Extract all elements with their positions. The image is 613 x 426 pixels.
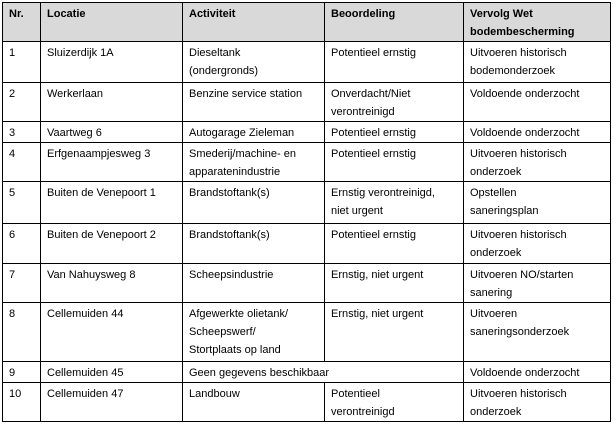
- cell-beoordeling: Potentieel verontreinigd: [325, 383, 464, 422]
- header-nr: Nr.: [3, 3, 41, 42]
- cell-nr: 9: [3, 362, 41, 383]
- cell-activiteit: Brandstoftank(s): [183, 224, 325, 264]
- cell-vervolg: Uitvoeren historisch bodemonderzoek: [464, 42, 611, 83]
- cell-vervolg: Uitvoeren historisch onderzoek: [464, 224, 611, 264]
- header-vervolg: Vervolg Wet bodembescherming: [464, 3, 611, 42]
- header-row: [3, 3, 611, 42]
- cell-beoordeling: Potentieel ernstig: [325, 42, 464, 83]
- cell-beoordeling: Potentieel ernstig: [325, 224, 464, 264]
- cell-vervolg: Uitvoeren historisch onderzoek: [464, 143, 611, 182]
- table-row: [3, 83, 611, 122]
- cell-nr: 3: [3, 122, 41, 143]
- table-row: [3, 143, 611, 182]
- cell-locatie: Werkerlaan: [41, 83, 183, 122]
- cell-activiteit: Landbouw: [183, 383, 325, 422]
- cell-beoordeling: Ernstig, niet urgent: [325, 303, 464, 362]
- cell-vervolg: Voldoende onderzocht: [464, 83, 611, 122]
- cell-nr: 1: [3, 42, 41, 83]
- header-beoordeling: Beoordeling: [325, 3, 464, 42]
- cell-beoordeling: Ernstig, niet urgent: [325, 264, 464, 303]
- cell-vervolg: Voldoende onderzocht: [464, 122, 611, 143]
- cell-vervolg: Uitvoeren historisch onderzoek: [464, 383, 611, 422]
- cell-nr: 4: [3, 143, 41, 182]
- cell-vervolg: Uitvoeren saneringsonderzoek: [464, 303, 611, 362]
- cell-nr: 6: [3, 224, 41, 264]
- cell-activiteit: Scheepsindustrie: [183, 264, 325, 303]
- cell-nr: 5: [3, 182, 41, 224]
- table-row: [3, 122, 611, 143]
- cell-activiteit: Benzine service station: [183, 83, 325, 122]
- cell-locatie: Cellemuiden 45: [41, 362, 183, 383]
- table-row: [3, 182, 611, 224]
- cell-nr: 8: [3, 303, 41, 362]
- header-activiteit: Activiteit: [183, 3, 325, 42]
- table-row: [3, 362, 611, 383]
- data-table: [2, 2, 611, 422]
- table-row: [3, 42, 611, 83]
- cell-activiteit: Smederij/machine- en apparatenindustrie: [183, 143, 325, 182]
- table-row: [3, 383, 611, 422]
- cell-activiteit: Brandstoftank(s): [183, 182, 325, 224]
- header-locatie: Locatie: [41, 3, 183, 42]
- table-row: [3, 224, 611, 264]
- cell-beoordeling: Potentieel ernstig: [325, 143, 464, 182]
- cell-locatie: Van Nahuysweg 8: [41, 264, 183, 303]
- cell-nr: 10: [3, 383, 41, 422]
- cell-beoordeling: Ernstig verontreinigd, niet urgent: [325, 182, 464, 224]
- cell-activiteit: Dieseltank (ondergronds): [183, 42, 325, 83]
- table-row: [3, 303, 611, 362]
- cell-activiteit: Afgewerkte olietank/ Scheepswerf/ Stortplaats op land: [183, 303, 325, 362]
- cell-beoordeling: Potentieel ernstig: [325, 122, 464, 143]
- cell-locatie: Cellemuiden 44: [41, 303, 183, 362]
- cell-locatie: Buiten de Venepoort 2: [41, 224, 183, 264]
- cell-locatie: Sluizerdijk 1A: [41, 42, 183, 83]
- cell-beoordeling: Onverdacht/Niet verontreinigd: [325, 83, 464, 122]
- cell-locatie: Erfgenaampjesweg 3: [41, 143, 183, 182]
- cell-activiteit: Geen gegevens beschikbaar: [183, 362, 464, 383]
- cell-nr: 2: [3, 83, 41, 122]
- table-row: [3, 264, 611, 303]
- cell-vervolg: Uitvoeren NO/starten sanering: [464, 264, 611, 303]
- cell-locatie: Cellemuiden 47: [41, 383, 183, 422]
- cell-locatie: Buiten de Venepoort 1: [41, 182, 183, 224]
- cell-activiteit: Autogarage Zieleman: [183, 122, 325, 143]
- cell-vervolg: Opstellen saneringsplan: [464, 182, 611, 224]
- cell-locatie: Vaartweg 6: [41, 122, 183, 143]
- cell-vervolg: Voldoende onderzocht: [464, 362, 611, 383]
- cell-nr: 7: [3, 264, 41, 303]
